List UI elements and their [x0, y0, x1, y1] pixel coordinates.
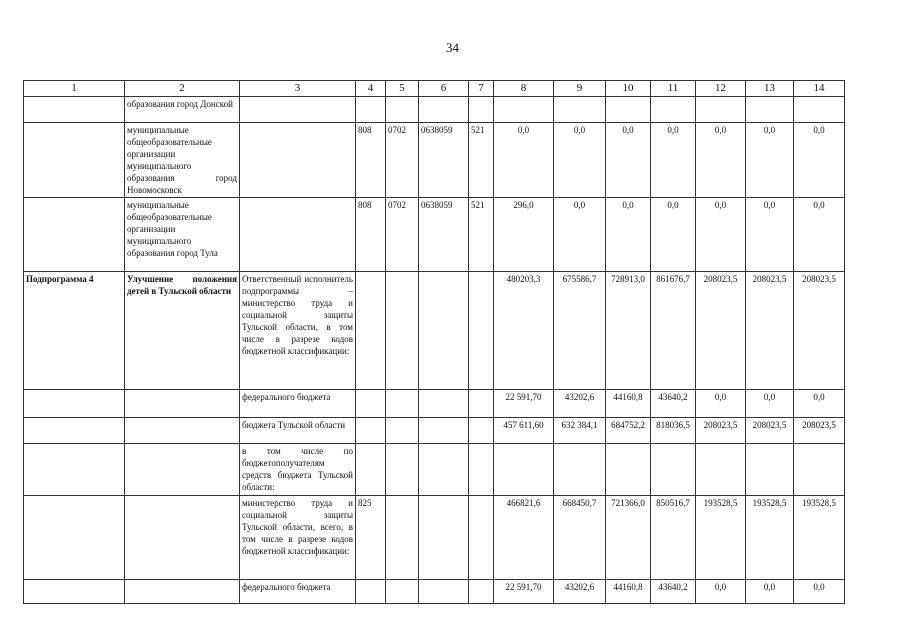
grbs-code-cell: [356, 390, 386, 418]
name-cell: [125, 390, 240, 418]
executor-cell: Ответственный исполнитель подпрограммы – министерство труда и социальной защиты Тульской области, в том числе в разрезе кодов бюджетной классификации:: [240, 272, 356, 390]
executor-cell: министерство труда и социальной защиты Тульской области, всего, в том числе в разрезе кодов бюджетной классификации:: [240, 496, 356, 580]
value-cell: 208023,5: [696, 418, 746, 444]
budget-table: [23, 80, 845, 604]
target-code-cell: 0638059: [419, 123, 469, 198]
value-cell: [494, 97, 554, 123]
name-cell: муниципальные общеобразовательные организации муниципального образования город Тула: [125, 198, 240, 272]
table-row: [24, 198, 845, 272]
value-cell: 0,0: [746, 390, 794, 418]
section-code-cell: 0702: [386, 123, 419, 198]
column-header: 6: [419, 81, 469, 97]
name-cell: [125, 418, 240, 444]
expense-type-cell: [469, 390, 494, 418]
expense-type-cell: 521: [469, 198, 494, 272]
value-cell: [794, 97, 845, 123]
value-cell: 193528,5: [696, 496, 746, 580]
value-cell: 22 591,70: [494, 390, 554, 418]
value-cell: 668450,7: [554, 496, 606, 580]
value-cell: 0,0: [794, 580, 845, 604]
value-cell: 684752,2: [606, 418, 651, 444]
name-cell: муниципальные общеобразовательные организации муниципального образования город Новомосковск: [125, 123, 240, 198]
value-cell: 0,0: [746, 123, 794, 198]
row-label-cell: [24, 198, 125, 272]
grbs-code-cell: 825: [356, 496, 386, 580]
expense-type-cell: [469, 496, 494, 580]
target-code-cell: [419, 272, 469, 390]
value-cell: 44160,8: [606, 580, 651, 604]
grbs-code-cell: [356, 580, 386, 604]
section-code-cell: 0702: [386, 198, 419, 272]
row-label-cell: [24, 580, 125, 604]
executor-cell: [240, 97, 356, 123]
column-header: 12: [696, 81, 746, 97]
value-cell: 480203,3: [494, 272, 554, 390]
value-cell: 818036,5: [651, 418, 696, 444]
expense-type-cell: 521: [469, 123, 494, 198]
value-cell: 0,0: [696, 580, 746, 604]
target-code-cell: 0638059: [419, 198, 469, 272]
row-label-cell: [24, 390, 125, 418]
grbs-code-cell: 808: [356, 198, 386, 272]
value-cell: 0,0: [651, 123, 696, 198]
column-header: 10: [606, 81, 651, 97]
row-label-cell: [24, 496, 125, 580]
value-cell: [606, 97, 651, 123]
expense-type-cell: [469, 444, 494, 496]
value-cell: 0,0: [494, 123, 554, 198]
target-code-cell: [419, 97, 469, 123]
value-cell: 0,0: [651, 198, 696, 272]
value-cell: [651, 97, 696, 123]
section-code-cell: [386, 444, 419, 496]
value-cell: 0,0: [696, 198, 746, 272]
value-cell: 43202,6: [554, 580, 606, 604]
value-cell: 208023,5: [746, 418, 794, 444]
value-cell: 208023,5: [794, 418, 845, 444]
name-cell: образования город Донской: [125, 97, 240, 123]
value-cell: [554, 444, 606, 496]
grbs-code-cell: 808: [356, 123, 386, 198]
executor-cell: в том числе по бюджетополучателям средств бюджета Тульской области:: [240, 444, 356, 496]
table-row: [24, 444, 845, 496]
column-header: 11: [651, 81, 696, 97]
column-header: 5: [386, 81, 419, 97]
value-cell: 850516,7: [651, 496, 696, 580]
name-cell: [125, 444, 240, 496]
expense-type-cell: [469, 580, 494, 604]
page-number: 34: [446, 40, 459, 55]
row-label-cell: [24, 123, 125, 198]
section-code-cell: [386, 272, 419, 390]
value-cell: 208023,5: [794, 272, 845, 390]
name-cell: [125, 580, 240, 604]
section-code-cell: [386, 418, 419, 444]
column-header: 1: [24, 81, 125, 97]
row-label-cell: Подпрограмма 4: [24, 272, 125, 390]
value-cell: 457 611,60: [494, 418, 554, 444]
grbs-code-cell: [356, 444, 386, 496]
column-header: 13: [746, 81, 794, 97]
value-cell: [606, 444, 651, 496]
section-code-cell: [386, 580, 419, 604]
value-cell: [554, 97, 606, 123]
value-cell: [494, 444, 554, 496]
value-cell: 728913,0: [606, 272, 651, 390]
header-row: [24, 81, 845, 97]
value-cell: 22 591,70: [494, 580, 554, 604]
value-cell: 466821,6: [494, 496, 554, 580]
target-code-cell: [419, 580, 469, 604]
expense-type-cell: [469, 97, 494, 123]
executor-cell: [240, 198, 356, 272]
target-code-cell: [419, 418, 469, 444]
grbs-code-cell: [356, 272, 386, 390]
value-cell: 193528,5: [746, 496, 794, 580]
value-cell: 43640,2: [651, 580, 696, 604]
value-cell: 0,0: [746, 198, 794, 272]
value-cell: [794, 444, 845, 496]
column-header: 9: [554, 81, 606, 97]
value-cell: 43640,2: [651, 390, 696, 418]
value-cell: 208023,5: [746, 272, 794, 390]
table-row: [24, 418, 845, 444]
value-cell: [651, 444, 696, 496]
expense-type-cell: [469, 418, 494, 444]
executor-cell: федерального бюджета: [240, 580, 356, 604]
executor-cell: федерального бюджета: [240, 390, 356, 418]
name-cell: [125, 496, 240, 580]
value-cell: 0,0: [606, 198, 651, 272]
section-code-cell: [386, 390, 419, 418]
column-header: 3: [240, 81, 356, 97]
value-cell: 632 384,1: [554, 418, 606, 444]
table-row: [24, 496, 845, 580]
value-cell: [696, 97, 746, 123]
column-header: 2: [125, 81, 240, 97]
section-code-cell: [386, 97, 419, 123]
value-cell: 0,0: [696, 390, 746, 418]
value-cell: 0,0: [794, 390, 845, 418]
table-row: [24, 580, 845, 604]
value-cell: 0,0: [554, 123, 606, 198]
value-cell: 296,0: [494, 198, 554, 272]
value-cell: 721366,0: [606, 496, 651, 580]
expense-type-cell: [469, 272, 494, 390]
target-code-cell: [419, 496, 469, 580]
column-header: 8: [494, 81, 554, 97]
column-header: 14: [794, 81, 845, 97]
row-label-cell: [24, 97, 125, 123]
value-cell: 0,0: [606, 123, 651, 198]
value-cell: 0,0: [696, 123, 746, 198]
column-header: 4: [356, 81, 386, 97]
value-cell: 861676,7: [651, 272, 696, 390]
value-cell: 0,0: [794, 198, 845, 272]
value-cell: [746, 97, 794, 123]
value-cell: 193528,5: [794, 496, 845, 580]
table-row: [24, 272, 845, 390]
target-code-cell: [419, 444, 469, 496]
table-row: [24, 390, 845, 418]
value-cell: [696, 444, 746, 496]
grbs-code-cell: [356, 97, 386, 123]
value-cell: 0,0: [746, 580, 794, 604]
table-row: [24, 123, 845, 198]
section-code-cell: [386, 496, 419, 580]
executor-cell: бюджета Тульской области: [240, 418, 356, 444]
value-cell: 0,0: [554, 198, 606, 272]
row-label-cell: [24, 444, 125, 496]
value-cell: 44160,8: [606, 390, 651, 418]
value-cell: 43202,6: [554, 390, 606, 418]
row-label-cell: [24, 418, 125, 444]
name-cell: Улучшение положения детей в Тульской области: [125, 272, 240, 390]
grbs-code-cell: [356, 418, 386, 444]
value-cell: 675586,7: [554, 272, 606, 390]
executor-cell: [240, 123, 356, 198]
table-row: [24, 97, 845, 123]
value-cell: 208023,5: [696, 272, 746, 390]
value-cell: [746, 444, 794, 496]
target-code-cell: [419, 390, 469, 418]
value-cell: 0,0: [794, 123, 845, 198]
column-header: 7: [469, 81, 494, 97]
